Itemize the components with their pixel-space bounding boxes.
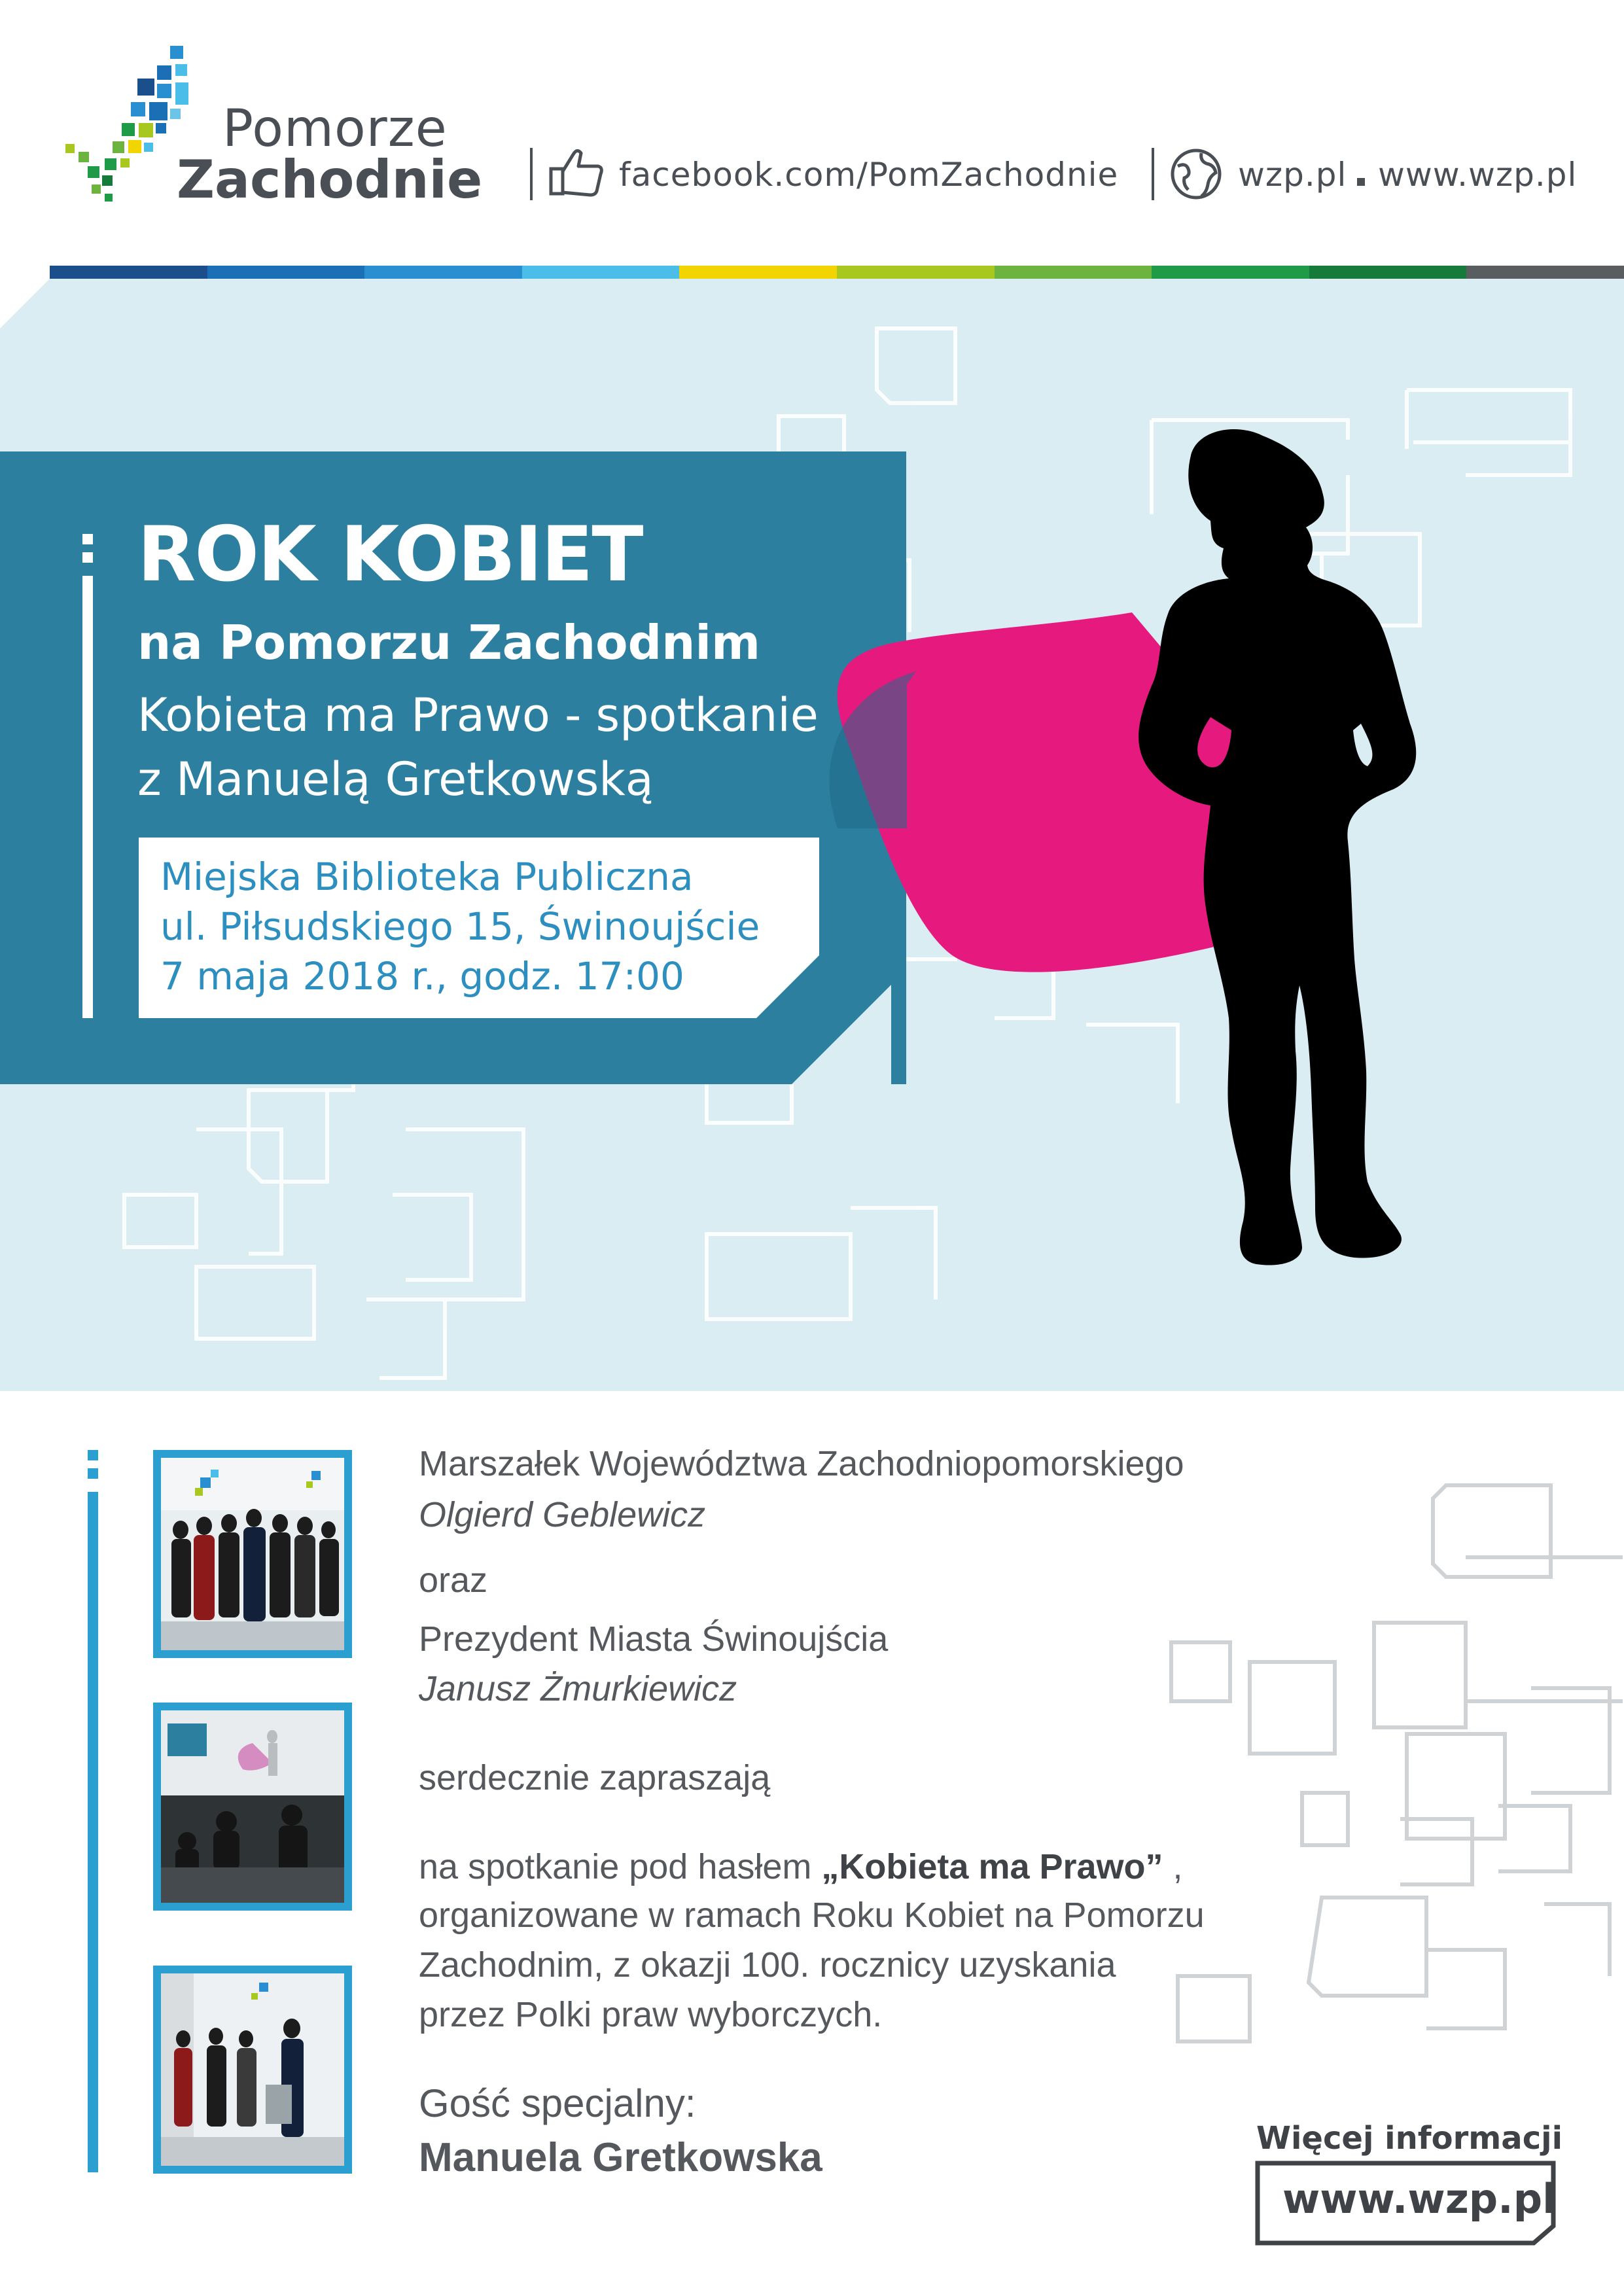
event-photo-3 bbox=[153, 1966, 352, 2174]
invitation-line3: Zachodnim, z okazji 100. rocznicy uzyskania bbox=[419, 1945, 1116, 1985]
body-accent bbox=[88, 1468, 98, 1479]
host1-role: Marszałek Województwa Zachodniopomorskiego bbox=[419, 1444, 1184, 1483]
invitation-line1 bbox=[419, 1846, 1183, 1887]
motto: „Kobieta ma Prawo” bbox=[821, 1847, 1163, 1886]
title-accent-bar bbox=[82, 552, 93, 563]
bullet bbox=[1357, 178, 1365, 186]
guest-name: Manuela Gretkowska bbox=[419, 2135, 822, 2180]
color-stripe-segment bbox=[364, 266, 522, 279]
logo-text-pomorze: Pomorze bbox=[222, 99, 448, 158]
logo-text-zachodnie: Zachodnie bbox=[177, 149, 483, 210]
website-short-link[interactable]: wzp.pl bbox=[1238, 156, 1347, 194]
facebook-link[interactable]: facebook.com/PomZachodnie bbox=[619, 156, 1119, 194]
color-stripe-segment bbox=[679, 266, 837, 279]
title-accent-bar bbox=[82, 534, 93, 544]
color-stripe-segment bbox=[1309, 266, 1467, 279]
thumbs-up-icon bbox=[548, 145, 605, 200]
conjunction: oraz bbox=[419, 1561, 488, 1600]
more-info-link[interactable]: www.wzp.pl bbox=[1282, 2175, 1557, 2223]
host2-role: Prezydent Miasta Świnoujścia bbox=[419, 1619, 889, 1659]
body-accent-bar bbox=[88, 1492, 98, 2172]
host2-name: Janusz Żmurkiewicz bbox=[419, 1669, 737, 1708]
invitation-line2: organizowane w ramach Roku Kobiet na Pomorzu bbox=[419, 1896, 1205, 1935]
header-divider bbox=[1152, 148, 1154, 200]
header-divider bbox=[530, 148, 533, 200]
color-stripe-segment bbox=[522, 266, 680, 279]
color-stripe-segment bbox=[207, 266, 365, 279]
title-accent-bar bbox=[82, 576, 93, 1018]
invitation-line4: przez Polki praw wyborczych. bbox=[419, 1995, 883, 2034]
color-stripe-segment bbox=[1152, 266, 1309, 279]
color-stripe-segment bbox=[1466, 266, 1624, 279]
invitation-line1-prefix: na spotkanie pod hasłem bbox=[419, 1847, 822, 1886]
color-stripe-segment bbox=[995, 266, 1152, 279]
event-datetime: 7 maja 2018 r., godz. 17:00 bbox=[160, 954, 684, 998]
event-photo-1 bbox=[153, 1450, 352, 1658]
page-subtitle: na Pomorzu Zachodnim bbox=[137, 615, 761, 670]
globe-icon bbox=[1169, 147, 1224, 204]
event-photo-2 bbox=[153, 1703, 352, 1911]
event-title-line2: z Manuelą Gretkowską bbox=[137, 752, 654, 806]
guest-label: Gość specjalny: bbox=[419, 2081, 696, 2125]
page-title: ROK KOBIET bbox=[137, 510, 643, 599]
invitation-line1-suffix: , bbox=[1163, 1847, 1183, 1886]
event-address: ul. Piłsudskiego 15, Świnoujście bbox=[160, 904, 760, 949]
decorative-squares-grey bbox=[1152, 1453, 1623, 2146]
superwoman-silhouette bbox=[739, 410, 1459, 1286]
invite-text: serdecznie zapraszają bbox=[419, 1758, 771, 1797]
color-stripe-segment bbox=[837, 266, 995, 279]
event-title-line1: Kobieta ma Prawo - spotkanie bbox=[137, 688, 819, 742]
body-accent bbox=[88, 1450, 98, 1460]
event-venue: Miejska Biblioteka Publiczna bbox=[160, 855, 694, 899]
more-info-label: Więcej informacji bbox=[1256, 2120, 1563, 2157]
website-full-link[interactable]: www.wzp.pl bbox=[1378, 156, 1578, 194]
host1-name: Olgierd Geblewicz bbox=[419, 1495, 706, 1534]
color-stripe-segment bbox=[50, 266, 207, 279]
